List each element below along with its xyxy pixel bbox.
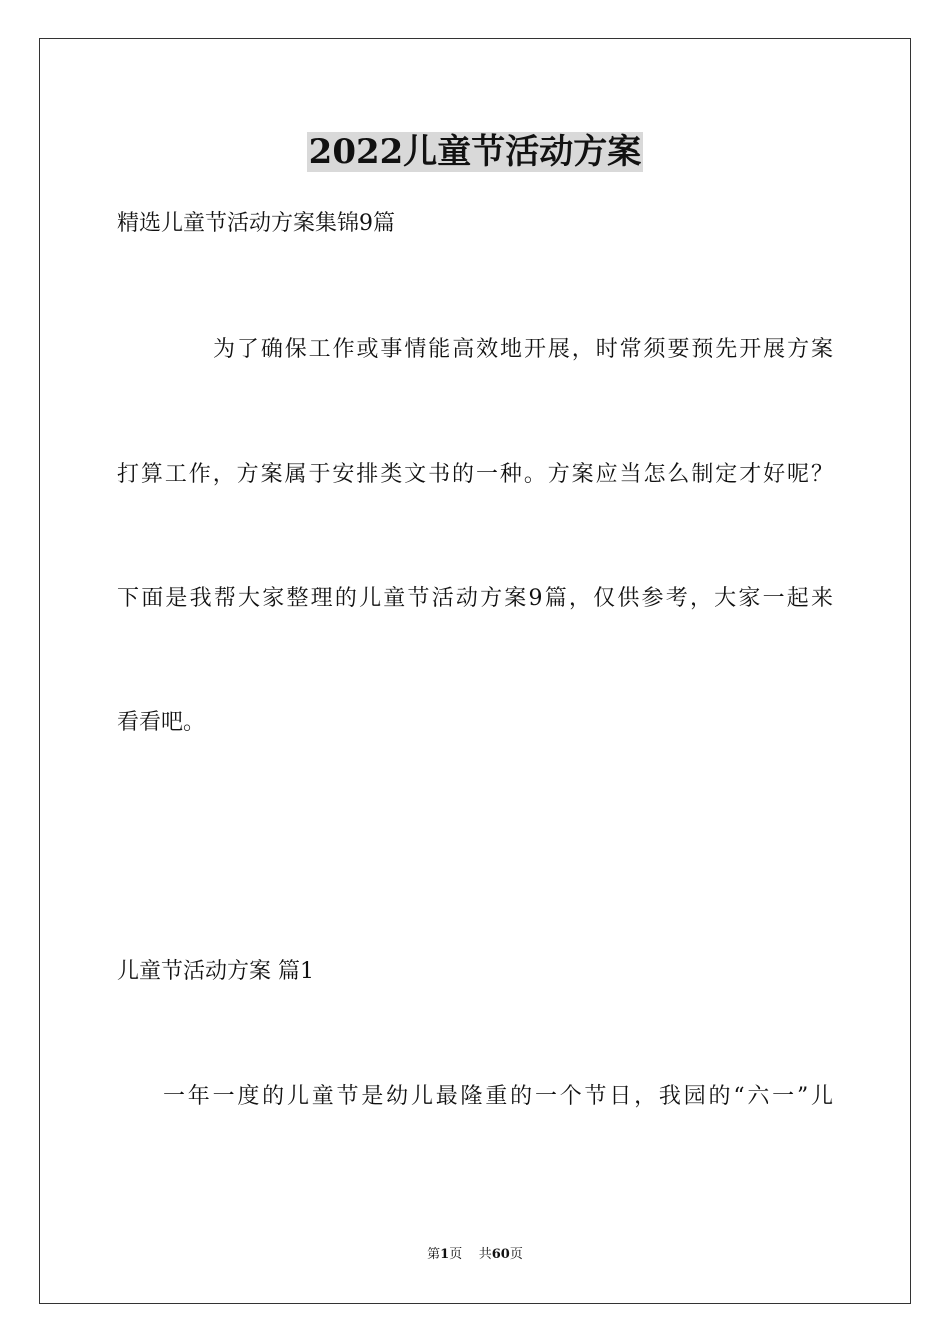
- paragraph-2-line-1: 一年一度的儿童节是幼儿最隆重的一个节日，我园的“六一”儿: [163, 1084, 833, 1109]
- footer-total-suffix: 页: [509, 1247, 523, 1262]
- document-subtitle: 精选儿童节活动方案集锦9篇: [117, 211, 395, 236]
- footer-total-prefix: 共: [478, 1247, 492, 1262]
- paragraph-1-line-3: 下面是我帮大家整理的儿童节活动方案9篇，仅供参考，大家一起来: [117, 586, 833, 611]
- paragraph-1-line-1: 为了确保工作或事情能高效地开展，时常须要预先开展方案: [213, 337, 833, 362]
- footer-page-number: 1: [440, 1247, 450, 1262]
- page-footer: [0, 1246, 950, 1264]
- paragraph-1-line-2: 打算工作，方案属于安排类文书的一种。方案应当怎么制定才好呢？: [117, 462, 833, 487]
- section-heading: 儿童节活动方案 篇1: [117, 959, 314, 984]
- footer-page-prefix: 第: [427, 1247, 441, 1262]
- document-title: 2022儿童节活动方案: [308, 132, 642, 172]
- document-title-wrap: [0, 130, 950, 174]
- footer-page-suffix: 页: [449, 1247, 463, 1262]
- footer-total-pages: 60: [491, 1247, 510, 1262]
- paragraph-1-line-4: 看看吧。: [117, 710, 206, 735]
